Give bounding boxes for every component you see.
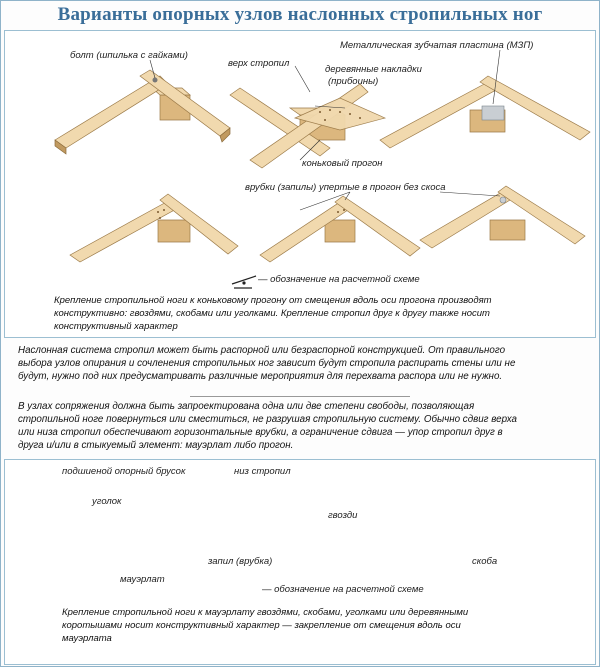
page-title: Варианты опорных узлов наслонных стропильных ног <box>57 4 543 25</box>
ridge-node-notch-1 <box>70 194 238 262</box>
label-bottom-rafters: низ стропил <box>234 466 291 477</box>
label-ridge-purlin: коньковый прогон <box>302 158 383 169</box>
label-top-rafters: верх стропил <box>228 58 290 69</box>
label-legend-top: — обозначение на расчетной схеме <box>258 274 420 285</box>
ridge-node-bolt <box>55 60 230 154</box>
middle-paragraph-1: Наслонная система стропил может быть распорной или безраспорной конструкцией. От правильного выбора узлов опирания и сочленения стропильных ног зависит будут стропила распирать стены или не будут, нужно под них предусматривать различные мероприятия для перехвата распора или не нужно. <box>18 345 516 382</box>
ridge-node-notch-3 <box>420 186 585 248</box>
label-overlays-1: деревянные накладки <box>325 64 422 75</box>
label-nails: гвозди <box>328 510 358 521</box>
label-angle: уголок <box>92 496 122 507</box>
label-support-beam: подшиеной опорный брусок <box>62 466 186 477</box>
bottom-caption: Крепление стропильной ноги к мауэрлату гвоздями, скобами, уголками или деревянными коротышами носит конструктивный характер — закрепление от смещения вдоль оси мауэрлата <box>62 607 469 644</box>
label-notches: врубки (запилы) упертые в прогон без скоса <box>245 182 446 193</box>
label-bracket: скоба <box>472 556 498 567</box>
middle-paragraph-2: В узлах сопряжения должна быть запроектирована одна или две степени свободы, позволяющая стропильной ноге повернуться или сместиться, не разрушая стропильную систему. Обычно сдвиг верха или низа стропил обеспечивают горизонтальные врубки, а ограничение сдвига — упор стропил друг в друга и/или в стыкуемый элемент: мауэрлат либо прогон. <box>18 401 517 451</box>
label-notch: запил (врубка) <box>208 556 273 567</box>
label-mauerlat: мауэрлат <box>120 574 165 585</box>
label-overlays-2: (прибоины) <box>328 76 379 87</box>
ridge-node-notch-2 <box>260 192 420 262</box>
label-bolt: болт (шпилька с гайками) <box>70 50 188 61</box>
separator <box>190 396 410 397</box>
label-legend-bottom: — обозначение на расчетной схеме <box>262 584 424 595</box>
legend-symbol-top <box>232 276 256 288</box>
top-caption: Крепление стропильной ноги к коньковому прогону от смещения вдоль оси прогона производят конструктивно: гвоздями, скобами или уголками. Крепление стропил друг к другу также носит конструктивный характер <box>54 295 492 332</box>
label-metal-plate: Металлическая зубчатая пластина (МЗП) <box>340 40 534 51</box>
